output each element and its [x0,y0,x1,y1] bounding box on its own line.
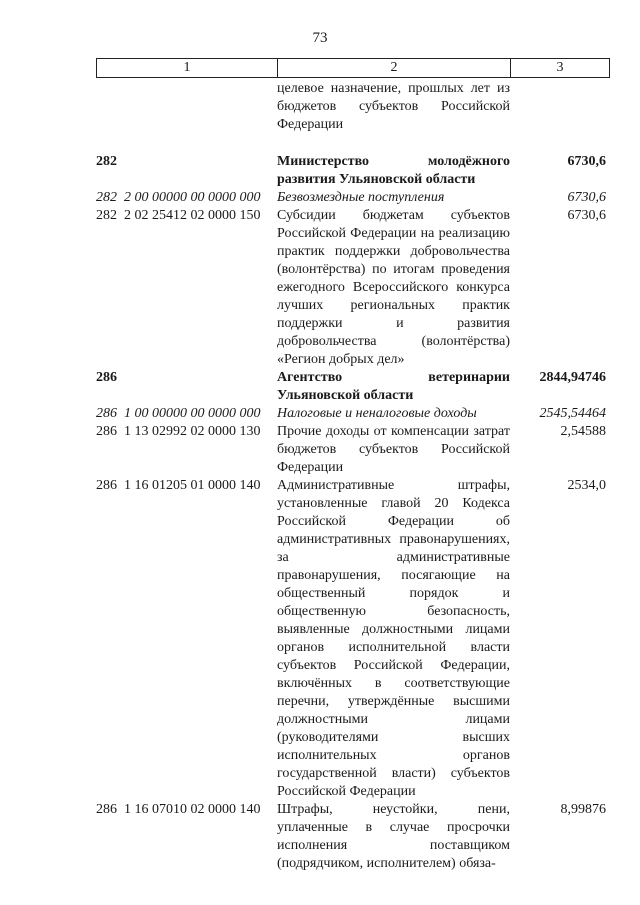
table-row [96,423,610,477]
row-code: 286 1 16 07010 02 0000 140 [96,802,261,817]
table-row [96,189,610,207]
row-name: Налоговые и неналоговые доходы [277,406,477,421]
row-code: 282 2 02 25412 02 0000 150 [96,208,261,223]
row-name: Прочие доходы от компенсации затрат бюджетов субъектов Российской Федерации [277,424,510,475]
row-name: Административные штрафы, установленные главой 20 Кодекса Российской Федерации об административных правонарушениях, за административные правонарушения, посягающие на общественный порядок и общественную безопасность, выявленные должностными лицами органов исполнительной власти субъектов Российской Федерации, включённых в соответствующие перечни, утверждённые высшими должностными лицами (руководителями высших исполнительных органов государственной власти) субъектов Российской Федерации [277,478,510,799]
table-row [96,405,610,423]
row-name: Безвозмездные поступления [277,190,445,205]
table-row [96,477,610,801]
row-name: Агентство ветеринарии Ульяновской области [277,370,510,403]
header-col-1: 1 [97,59,278,77]
row-amount: 6730,6 [567,190,606,205]
table-row [96,369,610,405]
row-amount: 2545,54464 [539,406,606,421]
row-code: 286 1 13 02992 02 0000 130 [96,424,261,439]
page-number: 73 [312,30,328,46]
row-code: 286 [96,370,117,385]
row-amount: 8,99876 [560,802,606,817]
row-amount: 6730,6 [567,154,606,169]
table-row [96,207,610,369]
row-name: Министерство молодёжного развития Ульяновской области [277,154,510,187]
row-code [96,80,277,134]
row-amount: 2844,94746 [539,370,606,385]
row-code: 286 1 16 01205 01 0000 140 [96,478,261,493]
header-col-3: 3 [556,60,564,75]
row-name: целевое назначение, прошлых лет из бюджетов субъектов Российской Федерации [277,81,510,132]
header-col-2: 2 [278,59,511,77]
row-code: 282 2 00 00000 00 0000 000 [96,190,261,205]
table-row [96,80,610,134]
row-amount [510,80,610,134]
row-code: 286 1 00 00000 00 0000 000 [96,406,261,421]
row-amount: 2,54588 [560,424,606,439]
row-code: 282 [96,154,117,169]
row-amount: 6730,6 [567,208,606,223]
row-amount: 2534,0 [567,478,606,493]
row-name: Штрафы, неустойки, пени, уплаченные в случае просрочки исполнения поставщиком (подрядчиком, исполнителем) обяза- [277,802,510,871]
table-body [96,80,610,873]
table-header [96,58,610,78]
table-row [96,153,610,189]
table-row [96,801,610,873]
row-name: Субсидии бюджетам субъектов Российской Федерации на реализацию практик поддержки добровольчества (волонтёрства) по итогам проведения ежегодного Всероссийского конкурса лучших региональных практик поддержки и развития добровольчества (волонтёрства) «Регион добрых дел» [277,208,510,367]
